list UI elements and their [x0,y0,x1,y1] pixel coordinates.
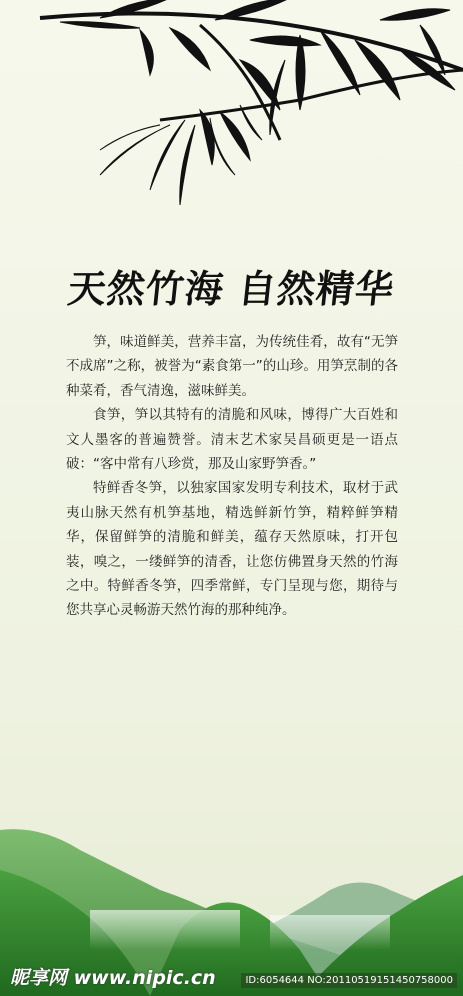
page-title: 天然竹海 自然精华 [65,266,397,311]
watermark-logo: 昵享网 www.nipic.cn [10,967,216,989]
image-id-label: ID:6054644 NO:20110519151450758000 [241,973,457,988]
bamboo-illustration [0,0,463,230]
paragraph-2: 食笋，笋以其特有的清脆和风味，博得广大百姓和文人墨客的普遍赞誉。清末艺术家吴昌硕更是一语点破：“客中常有八珍赏，那及山家野笋香。” [66,407,398,473]
paragraph-3: 特鲜香冬笋，以独家国家发明专利技术，取材于武夷山脉天然有机笋基地，精选鲜新竹笋，精粹鲜笋精华，保留鲜笋的清脆和鲜美，蕴存天然原味，打开包装，嗅之，一缕鲜笋的清香，让您仿佛置身天然的竹海之中。特鲜香冬笋，四季常鲜，专门呈现与您，期待与您共享心灵畅游天然竹海的那种纯净。 [66,480,398,619]
paragraph-1: 笋，味道鲜美，营养丰富，为传统佳肴，故有“无笋不成席”之称，被誉为“素食第一”的山珍。用笋烹制的各种菜肴，香气清逸，滋味鲜美。 [66,334,398,399]
body-text [66,330,398,623]
